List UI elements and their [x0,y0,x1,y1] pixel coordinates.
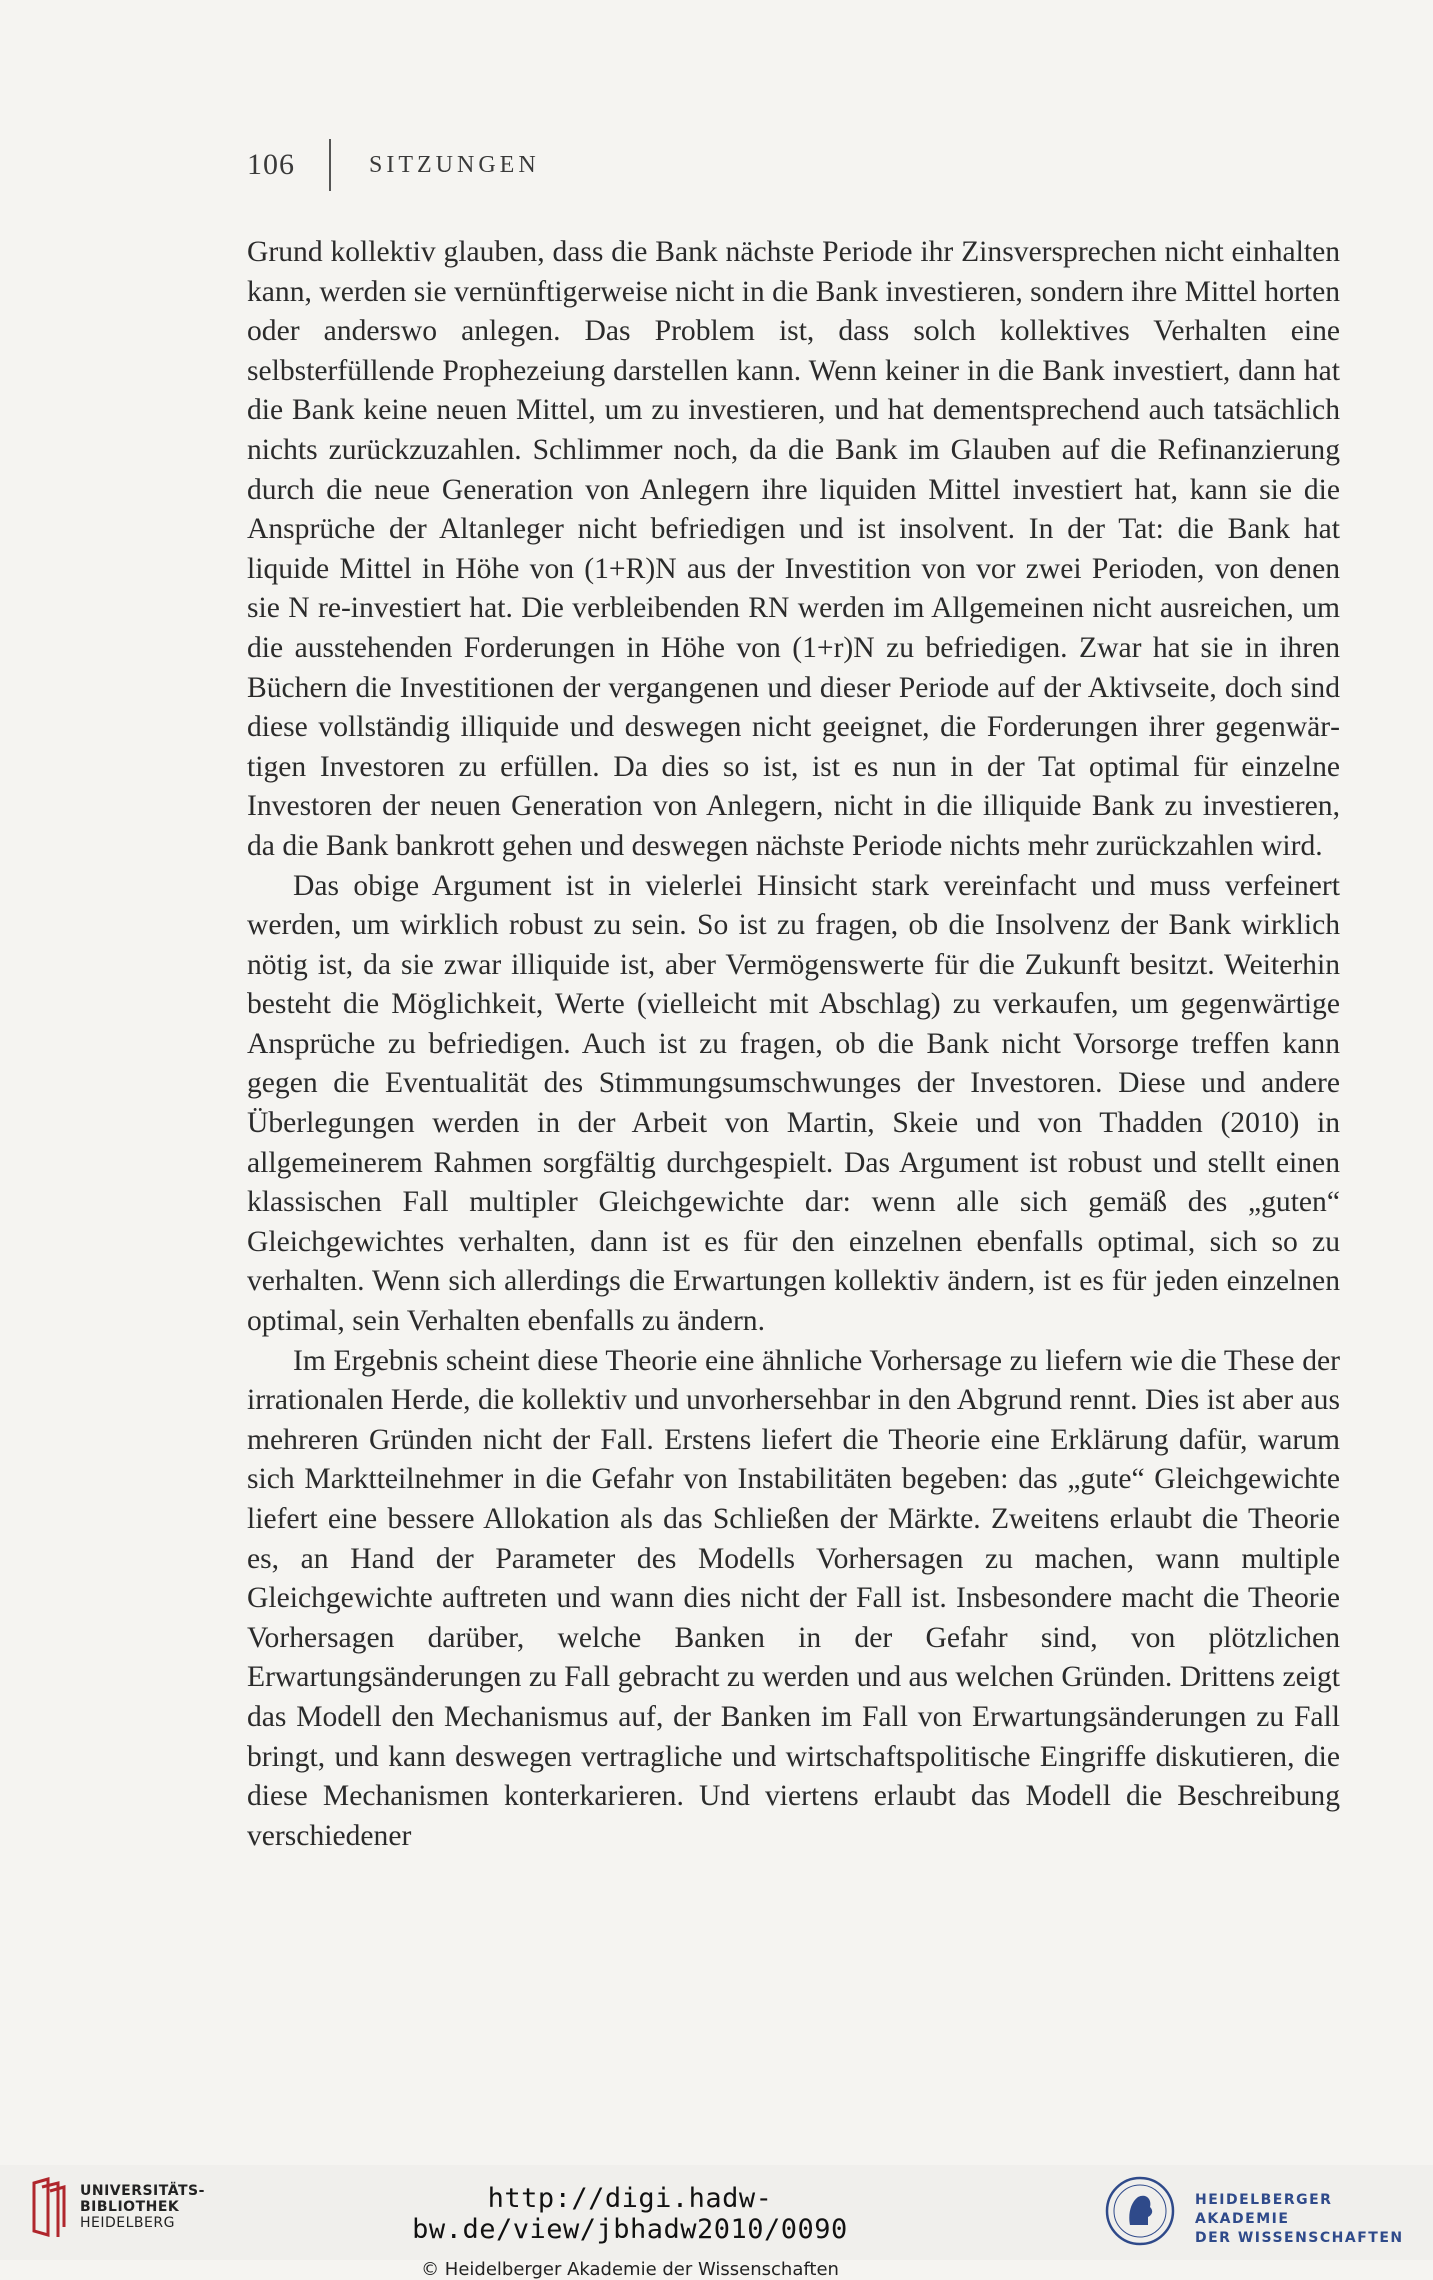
library-name-line: BIBLIOTHEK [80,2199,180,2215]
library-name-line: HEIDELBERG [80,2215,175,2231]
source-url-link[interactable]: http://digi.hadw-bw.de/view/jbhadw2010/0090 [412,2183,848,2245]
academy-name-line: HEIDELBERGER AKADEMIE [1195,2192,1333,2227]
section-title: SITZUNGEN [369,151,540,178]
ub-heidelberg-logo [30,2177,66,2239]
running-head [247,140,540,190]
paragraph-3: Im Ergebnis scheint diese Theorie eine ähnliche Vorhersage zu liefern wie die These der irrationalen Herde, die kollektiv und unvorhersehbar in den Abgrund rennt. Dies ist aber aus mehreren Gründen nicht der Fall. Erstens liefert die Theorie eine Erklärung dafür, warum sich Marktteilnehmer in die Gefahr von Instabilitäten begeben: das „gute“ Gleichgewichte liefert eine bessere Allokation als das Schließen der Märkte. Zweitens erlaubt die Theorie es, an Hand der Parameter des Modells Vorhersagen zu machen, wann multiple Gleichgewichte auftreten und wann dies nicht der Fall ist. Insbesondere macht die Theorie Vorhersagen darüber, welche Banken in der Gefahr sind, von plötzlichen Erwartungsänderungen zu Fall gebracht zu werden und aus welchen Gründen. Drittens zeigt das Modell den Mechanismus auf, der Banken im Fall von Erwartungsänderungen zu Fall bringt, und kann deswegen vertragliche und wirtschaftspolitische Eingriffe diskutieren, die diese Mechanismen konterkarieren. Und viertens erlaubt das Modell die Beschreibung verschiedener [247,1344,1340,1852]
paragraph-2: Das obige Argument ist in vielerlei Hinsicht stark vereinfacht und muss verfeinert werden, um wirklich robust zu sein. So ist zu fragen, ob die Insolvenz der Bank wirklich nötig ist, da sie zwar illiquide ist, aber Vermögenswerte für die Zukunft besitzt. Weiterhin besteht die Möglichkeit, Werte (vielleicht mit Abschlag) zu verkaufen, um gegenwärtige Ansprüche zu befriedigen. Auch ist zu fragen, ob die Bank nicht Vorsorge treffen kann gegen die Eventualität des Stimmungsumschwunges der Investoren. Diese und andere Überlegungen werden in der Arbeit von Martin, Skeie und von Thadden (2010) in allgemeinerem Rahmen sorgfältig durchgespielt. Das Argument ist robust und stellt einen klassischen Fall multipler Gleichgewichte dar: wenn alle sich gemäß des „guten“ Gleichgewichtes verhalten, dann ist es für den einzelnen ebenfalls optimal, sich so zu verhalten. Wenn sich allerdings die Erwartungen kollektiv ändern, ist es für jeden einzelnen optimal, sein Verhalten ebenfalls zu ändern. [247,869,1340,1338]
academy-name-line: DER WISSENSCHAFTEN [1195,2230,1404,2246]
paragraph-1: Grund kollektiv glauben, dass die Bank nächste Periode ihr Zinsversprechen nicht einhalten kann, werden sie vernünftigerweise nicht in die Bank investieren, sondern ihre Mittel horten oder anderswo anlegen. Das Problem ist, dass solch kollektives Verhalten eine selbsterfüllende Prophezeiung darstellen kann. Wenn keiner in die Bank investiert, dann hat die Bank keine neuen Mittel, um zu investieren, und hat dementsprechend auch tatsächlich nichts zurückzuzahlen. Schlimmer noch, da die Bank im Glauben auf die Refinanzierung durch die neue Generation von Anlegern ihre liquiden Mittel investiert hat, kann sie die Ansprüche der Altanleger nicht befriedigen und ist insolvent. In der Tat: die Bank hat liquide Mittel in Höhe von (1+R)N aus der Investition von vor zwei Perioden, von denen sie N re-investiert hat. Die verbleibenden RN werden im Allgemeinen nicht ausreichen, um die ausstehenden Forderungen in Höhe von (1+r)N zu befriedigen. Zwar hat sie in ihren Büchern die Investitionen der vergangenen und dieser Periode auf der Aktivseite, doch sind diese vollständig illiquide und deswegen nicht geeignet, die Forderungen ihrer gegenwärtigen Investoren zu erfüllen. Da dies so ist, ist es nun in der Tat optimal für einzelne Investoren der neuen Generation von Anlegern, nicht in die illiquide Bank zu investieren, da die Bank bankrott gehen und deswegen nächste Periode nichts mehr zurückzahlen wird. [247,236,1341,862]
footer-bar [0,2165,1433,2280]
library-name-line: UNIVERSITÄTS- [80,2183,205,2199]
library-name [80,2183,205,2231]
footer-center [330,2183,930,2280]
body-text [247,233,1340,1856]
head-divider [329,139,331,191]
page-number: 106 [247,148,295,181]
hadw-seal-icon [1104,2175,1176,2247]
copyright-notice: © Heidelberger Akademie der Wissenschaften [421,2259,839,2280]
academy-name [1195,2191,1433,2248]
